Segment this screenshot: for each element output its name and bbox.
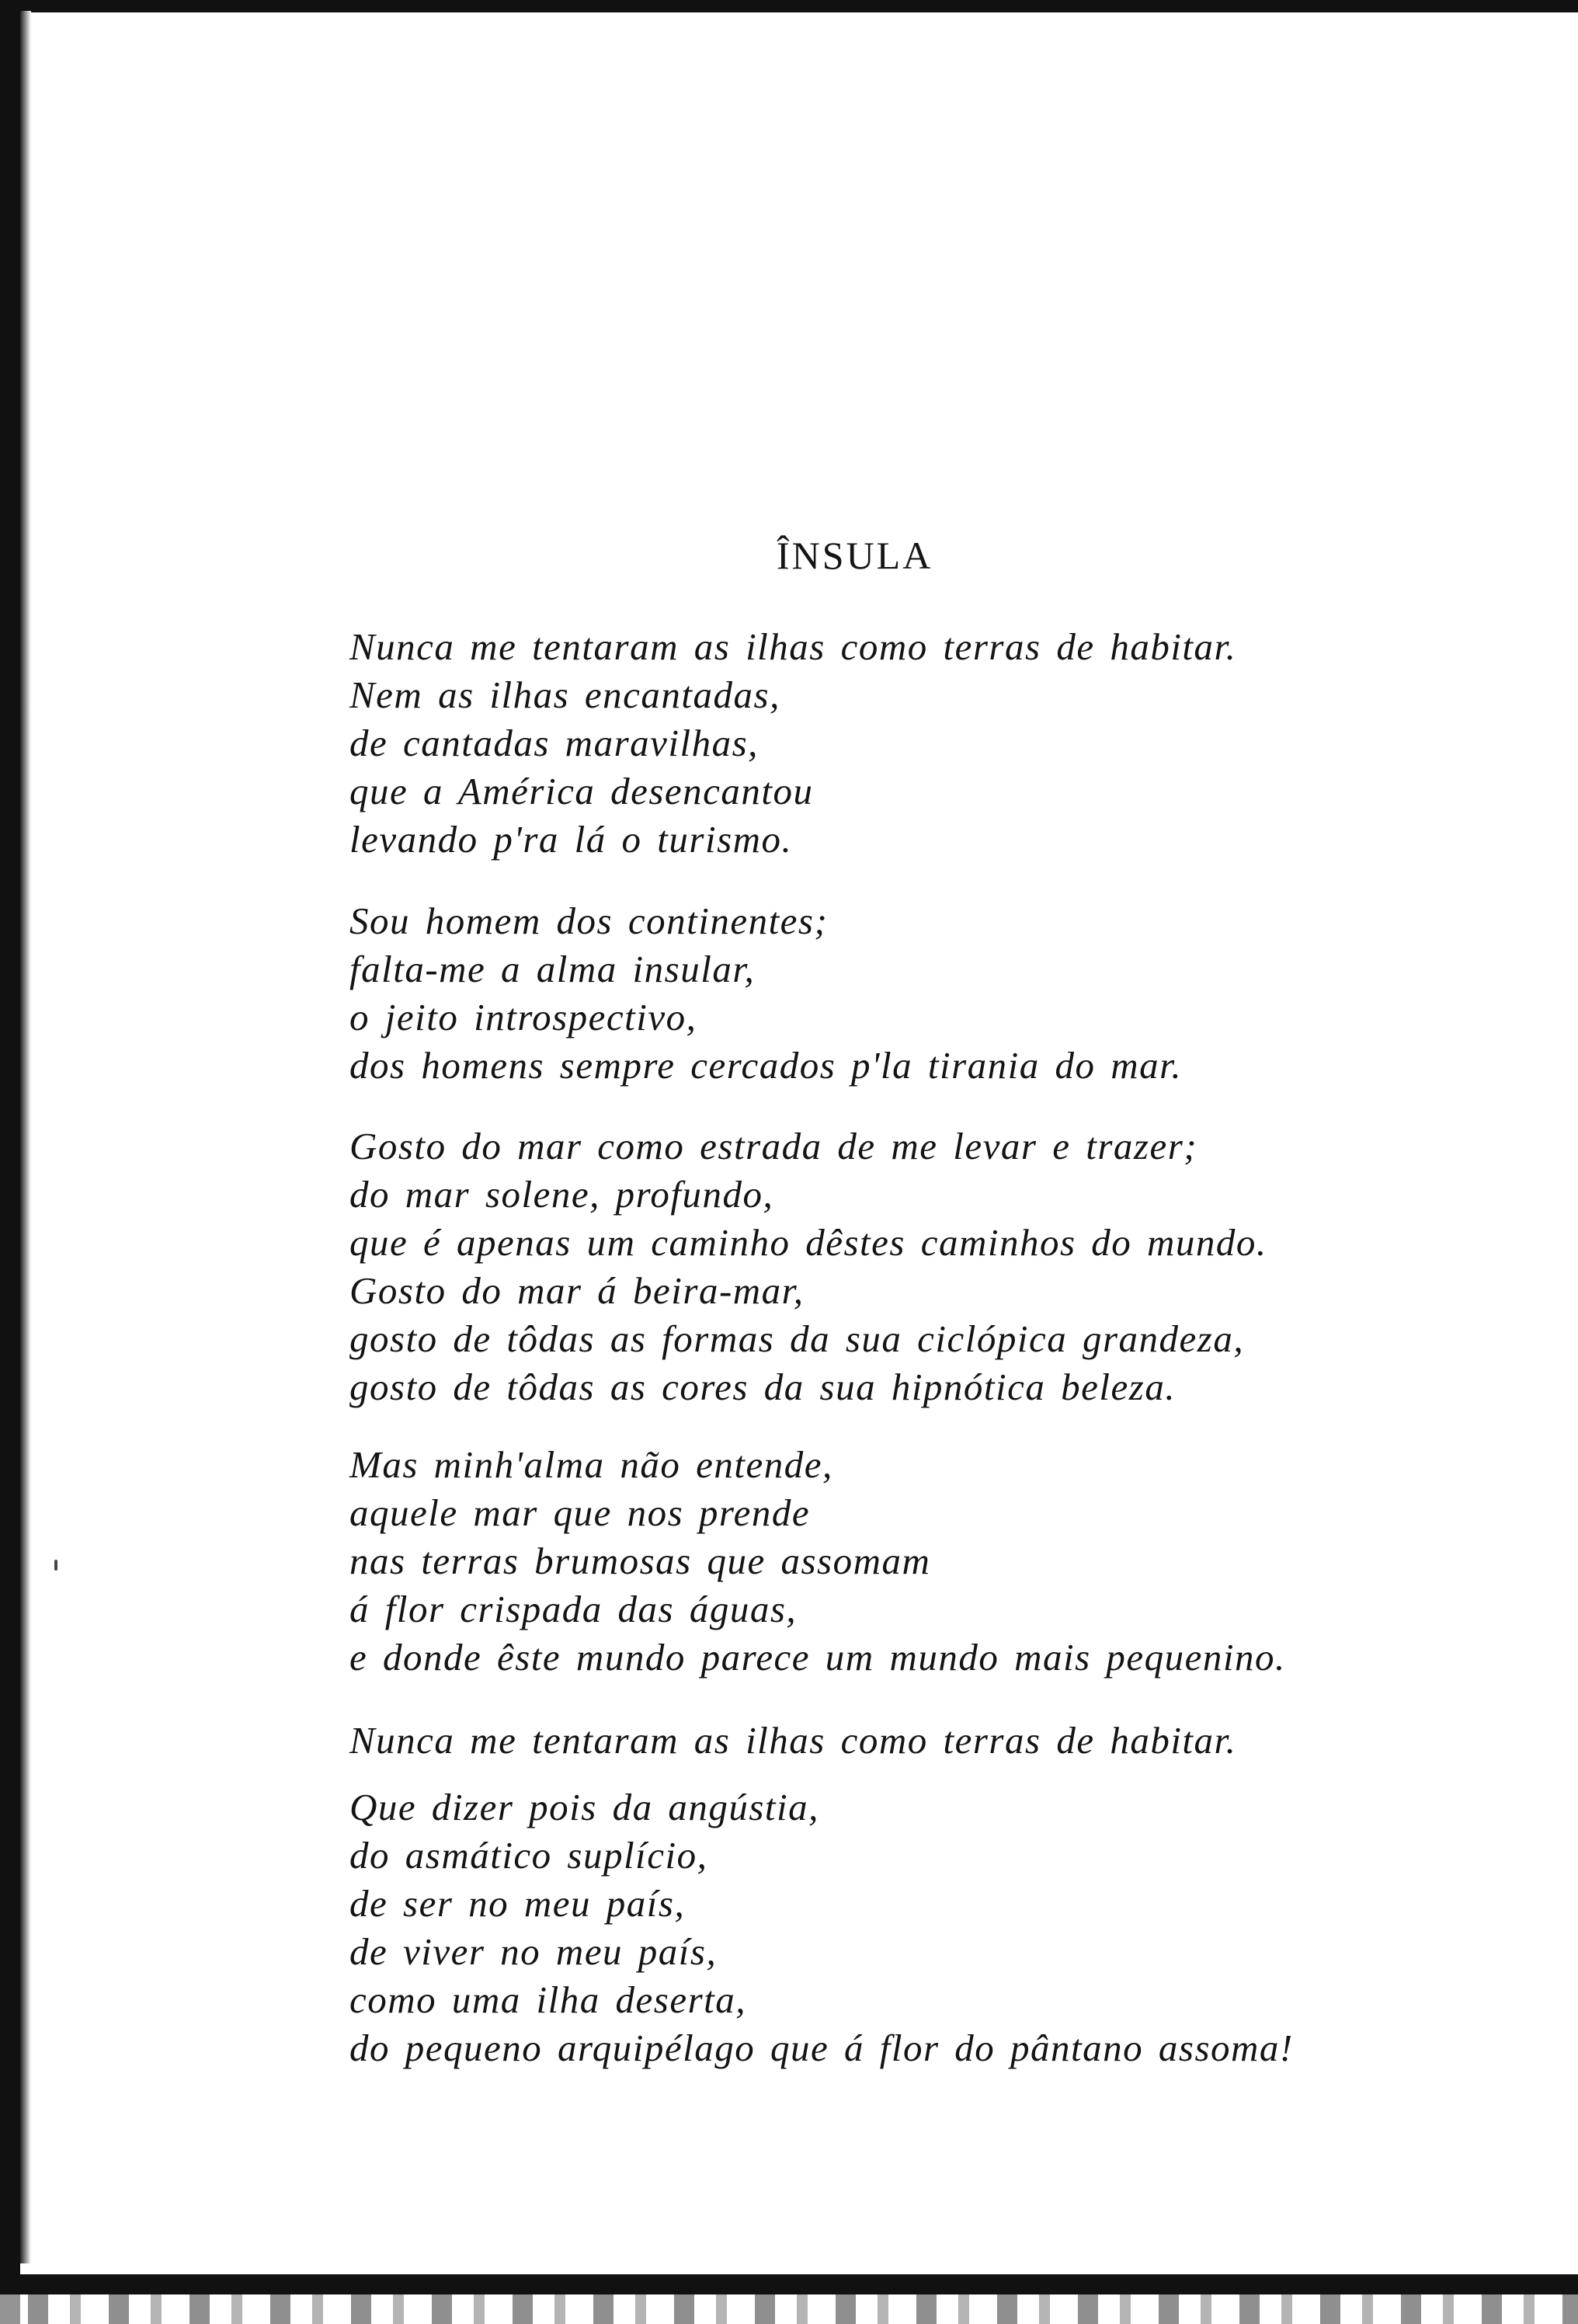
poem-line: que é apenas um caminho dêstes caminhos do mundo.	[349, 1221, 1267, 1264]
poem-title: ÎNSULA	[777, 534, 933, 577]
poem-line: do asmático suplício,	[349, 1834, 708, 1877]
stanza-6	[349, 1783, 1294, 2072]
scan-border-top	[0, 0, 1578, 12]
poem-line: Nunca me tentaram as ilhas como terras de habitar.	[349, 1719, 1237, 1762]
poem-line: Nunca me tentaram as ilhas como terras de habitar.	[349, 625, 1237, 668]
poem-line: á flor crispada das águas,	[349, 1588, 798, 1630]
scan-border-left	[0, 0, 20, 2324]
poem-line: falta-me a alma insular,	[349, 948, 756, 990]
poem-line: de cantadas maravilhas,	[349, 722, 759, 764]
poem-line: gosto de tôdas as formas da sua ciclópica grandeza,	[349, 1317, 1245, 1360]
poem-line: gosto de tôdas as cores da sua hipnótica beleza.	[349, 1366, 1177, 1408]
poem-line: de ser no meu país,	[349, 1882, 686, 1925]
poem-line: Nem as ilhas encantadas,	[349, 673, 780, 716]
poem-line: levando p'ra lá o turismo.	[349, 818, 793, 861]
poem-line: de viver no meu país,	[349, 1930, 718, 1973]
stanza-2	[349, 897, 1182, 1090]
stanza-1	[349, 623, 1236, 864]
stanza-5	[349, 1717, 1236, 1765]
scan-border-left-shadow	[20, 11, 31, 2263]
scan-speck	[54, 1560, 57, 1571]
stanza-4	[349, 1441, 1286, 1682]
stanza-3	[349, 1122, 1267, 1411]
scan-border-bottom	[0, 2274, 1578, 2294]
poem-line: Mas minh'alma não entende,	[349, 1443, 833, 1486]
poem-line: do mar solene, profundo,	[349, 1173, 774, 1216]
poem-line: que a América desencantou	[349, 770, 814, 812]
poem-line: dos homens sempre cercados p'la tirania do mar.	[349, 1044, 1183, 1087]
poem-line: o jeito introspectivo,	[349, 996, 697, 1038]
poem-line: do pequeno arquipélago que á flor do pântano assoma!	[349, 2027, 1294, 2069]
scan-border-bottom-noise	[0, 2294, 1578, 2324]
poem-line: e donde êste mundo parece um mundo mais pequenino.	[349, 1636, 1286, 1679]
poem-line: Gosto do mar á beira-mar,	[349, 1269, 805, 1312]
poem-line: como uma ilha deserta,	[349, 1978, 746, 2021]
poem-line: aquele mar que nos prende	[349, 1491, 811, 1534]
poem-line: nas terras brumosas que assomam	[349, 1539, 931, 1582]
poem-line: Sou homem dos continentes;	[349, 899, 829, 942]
poem-line: Gosto do mar como estrada de me levar e trazer;	[349, 1125, 1198, 1167]
poem-line: Que dizer pois da angústia,	[349, 1786, 819, 1828]
